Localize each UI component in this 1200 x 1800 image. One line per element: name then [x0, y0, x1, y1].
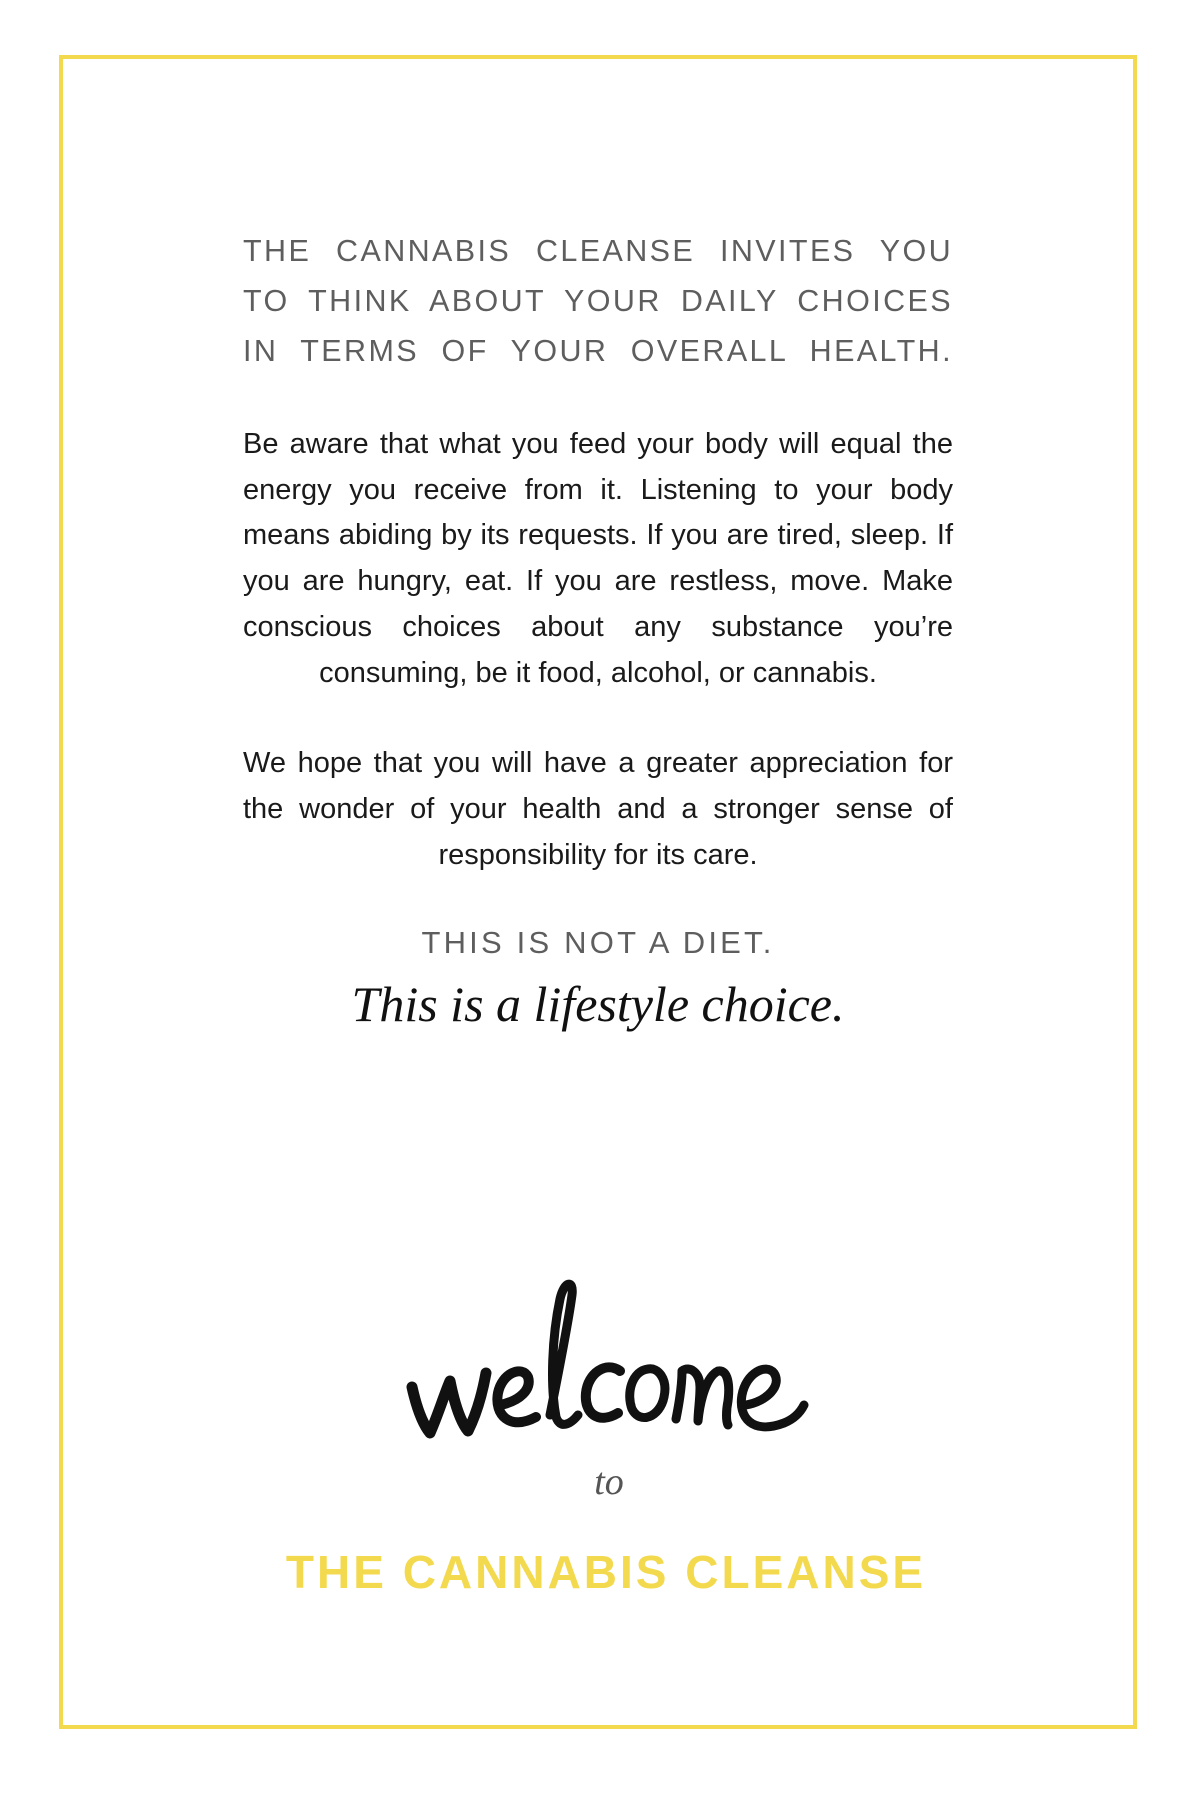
brand-name-title: THE CANNABIS CLEANSE [285, 1546, 927, 1598]
welcome-script-graphic [400, 1255, 810, 1465]
welcome-script-lettering [400, 1255, 810, 1465]
tagline-italic: This is a lifestyle choice. [351, 976, 845, 1033]
to-connector-text: to [594, 1461, 624, 1503]
body-paragraph-hope: We hope that you will have a greater appreciation for the wonder of your health and a stronger sense of responsibility for its care. [243, 747, 953, 871]
main-text-block [243, 226, 953, 1032]
body-paragraph-awareness: Be aware that what you feed your body will equal the energy you receive from it. Listening to your body means abiding by its requests. If you are tired, sleep. If you are hungry, eat. If you are restless, move. Make conscious choices about any substance you’re consuming, be it food, alcohol, or cannabis. [243, 428, 953, 689]
intro-heading: THE CANNABIS CLEANSE INVITES YOU TO THINK ABOUT YOUR DAILY CHOICES IN TERMS OF YOUR OVERALL HEALTH. [243, 234, 953, 368]
tagline-caps: THIS IS NOT A DIET. [421, 925, 775, 961]
